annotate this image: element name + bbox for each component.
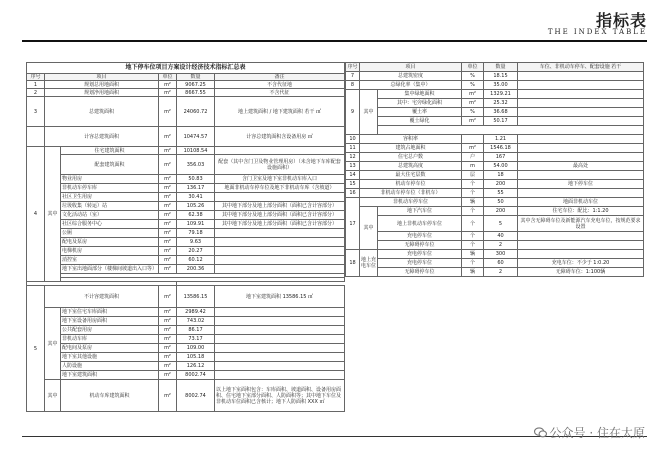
row-item: 地下室建筑面积 [61, 371, 159, 380]
row-unit: m² [159, 184, 177, 193]
row-note: 地面非机动车停车位及地下非机动车库（含坡道） [215, 184, 345, 193]
row-qty: 9067.25 [177, 81, 215, 89]
row-unit: 辆 [462, 268, 484, 277]
row-note: 其中地下部分及地上部分面积（面积已含计容部分） [215, 220, 345, 229]
row-unit: 个 [462, 207, 484, 216]
row-note: 计容总建筑面积含设备用房 ㎡ [215, 127, 345, 147]
row-item: 计容总建筑面积 [45, 127, 159, 147]
row-unit: 个 [462, 259, 484, 268]
row-unit: m² [159, 326, 177, 335]
row-item: 规划净用地面积 [45, 89, 159, 97]
row-item: 配套建筑面积 [61, 155, 159, 175]
row-qty: 50.17 [484, 117, 518, 126]
row-qty: 8667.55 [177, 89, 215, 97]
row-unit: m² [159, 380, 177, 412]
row-item: 公共配套用房 [61, 326, 159, 335]
row-qty: 9.63 [177, 238, 215, 247]
row-note: 其中地下部分及地上部分面积（面积已含计容部分） [215, 211, 345, 220]
row-item: 其中：宅旁绿化面积 [378, 99, 462, 108]
summary-table-left [26, 62, 345, 412]
row-item: 配电及泵房 [61, 238, 159, 247]
row-item: 地下室住宅车库面积 [61, 308, 159, 317]
row-item: 物业用房 [61, 175, 159, 184]
group-label: 其中 [45, 380, 61, 412]
row-no: 2 [27, 89, 45, 97]
row-qty: 55 [484, 189, 518, 198]
row-item: 机动车库建筑面积 [61, 380, 159, 412]
row-qty: 200 [484, 180, 518, 189]
row-qty: 62.38 [177, 211, 215, 220]
row-qty: 30.41 [177, 193, 215, 202]
row-qty: 60 [484, 259, 518, 268]
row-item: 消控室 [61, 256, 159, 265]
row-item: 机动车停车位 [360, 180, 462, 189]
row-qty: 743.02 [177, 317, 215, 326]
row-item: 地上非机动车停车位 [378, 216, 462, 232]
row-item: 公厕 [61, 229, 159, 238]
row-note: 充电车位：不少于 1:0.20 [518, 259, 644, 268]
row-unit: % [462, 72, 484, 81]
row-unit: m² [159, 211, 177, 220]
group-no: 5 [27, 286, 45, 412]
row-qty: 136.17 [177, 184, 215, 193]
row-unit: 个 [462, 189, 484, 198]
row-unit: m² [159, 317, 177, 326]
row-unit: m² [462, 144, 484, 153]
wechat-icon [534, 427, 547, 438]
row-note: 地下室建筑面积 13586.15 ㎡ [215, 286, 345, 308]
row-note: 无障碍车位：1:100辆 [518, 268, 644, 277]
row-note: 不含代征地 [215, 81, 345, 89]
summary-table-right [345, 62, 644, 277]
row-unit: m² [159, 97, 177, 127]
row-no: 13 [346, 162, 360, 171]
row-item: 非机动车库 [61, 335, 159, 344]
row-item: 地下室其他设施 [61, 353, 159, 362]
col-header-no: 序号 [27, 74, 45, 81]
row-note: 不含代征 [215, 89, 345, 97]
row-item: 总建筑高度 [360, 162, 462, 171]
row-item: 社区综合服务中心 [61, 220, 159, 229]
row-unit: m² [159, 202, 177, 211]
row-note: 住宅车位：配比：1:1.20 [518, 207, 644, 216]
row-qty: 167 [484, 153, 518, 162]
row-qty: 35.00 [484, 81, 518, 90]
row-item: 配电间及泵房 [61, 344, 159, 353]
row-item: 地下室设备用房面积 [61, 317, 159, 326]
row-unit: m² [159, 127, 177, 147]
row-no: 10 [346, 135, 360, 144]
row-unit: m² [159, 229, 177, 238]
row-note: 地上建筑面积 / 地下建筑面积 若干 ㎡ [215, 97, 345, 127]
row-qty: 105.18 [177, 353, 215, 362]
row-item: 容积率 [360, 135, 462, 144]
row-unit: m² [159, 147, 177, 155]
row-no: 16 [346, 189, 360, 198]
row-qty: 2 [484, 241, 518, 250]
row-qty: 8002.74 [177, 371, 215, 380]
page-title: 指标表 [595, 11, 647, 30]
row-unit: m² [159, 256, 177, 265]
row-note: 配套（其中含门卫及物业管理用房）（未含地下车库配套设施面积） [215, 155, 345, 175]
row-qty: 126.12 [177, 362, 215, 371]
row-qty: 2 [484, 268, 518, 277]
row-item: 覆土率 [378, 108, 462, 117]
row-unit: m² [462, 117, 484, 126]
row-qty: 25.32 [484, 99, 518, 108]
row-qty: 10108.54 [177, 147, 215, 155]
row-qty: 200 [484, 207, 518, 216]
row-unit: m² [159, 362, 177, 371]
col-header-item: 项目 [45, 74, 159, 81]
row-qty: 18 [484, 171, 518, 180]
row-note: 其中地下部分及地上部分面积（面积已含计容部分） [215, 202, 345, 211]
group-no: 18 [346, 250, 360, 277]
row-unit: m² [159, 155, 177, 175]
row-item: 垃圾收集（转运）站 [61, 202, 159, 211]
row-no: 7 [346, 72, 360, 81]
row-item: 充电停车位 [378, 232, 462, 241]
row-qty: 105.26 [177, 202, 215, 211]
group-label: 其中 [45, 308, 61, 380]
row-qty: 356.03 [177, 155, 215, 175]
row-unit: m² [159, 238, 177, 247]
group-label: 其中 [360, 90, 378, 135]
page-subtitle: THE INDEX TABLE [547, 28, 647, 36]
row-no: 3 [27, 97, 45, 127]
row-unit: m² [159, 371, 177, 380]
row-item: 建筑占地面积 [360, 144, 462, 153]
row-qty: 10474.57 [177, 127, 215, 147]
row-item: 无障碍停车位 [378, 241, 462, 250]
row-note: 地下停车位 [518, 180, 644, 189]
row-item: 社区卫生用房 [61, 193, 159, 202]
row-unit: m² [159, 175, 177, 184]
group-label: 其中 [45, 147, 61, 282]
row-no: 14 [346, 171, 360, 180]
row-item: 地下室出地面部分（楼梯间坡道出入口等） [62, 266, 158, 272]
row-note: 地面非机动车位 [518, 198, 644, 207]
watermark-text: 公众号 · 住在太原 [549, 426, 645, 440]
group-label: 其中 [360, 207, 378, 250]
row-unit: m² [159, 220, 177, 229]
table-title: 地下停车位项目方案设计经济技术指标汇总表 [27, 63, 345, 74]
row-item: 不计容建筑面积 [45, 286, 159, 308]
col-header-note: 车位、非机动车停车、配套设施 若干 [518, 63, 644, 72]
row-unit: 层 [462, 171, 484, 180]
col-header-item: 项目 [360, 63, 462, 72]
row-unit: m² [462, 99, 484, 108]
row-item: 总绿化率（集中） [360, 81, 462, 90]
row-no: 11 [346, 144, 360, 153]
row-qty: 36.68 [484, 108, 518, 117]
col-header-unit: 单位 [462, 63, 484, 72]
row-unit: 户 [462, 153, 484, 162]
row-unit: 个 [462, 180, 484, 189]
row-item: 非机动车停车库 [61, 184, 159, 193]
row-item: 最大住宅层数 [360, 171, 462, 180]
row-qty: 73.17 [177, 335, 215, 344]
row-unit: m² [159, 81, 177, 89]
group-label: 地上充电车位 [360, 250, 378, 277]
row-note: 含门卫室及地下室非机动车库入口 [215, 175, 345, 184]
row-item: 总建筑密度 [360, 72, 462, 81]
row-no: 8 [346, 81, 360, 90]
row-qty: 50 [484, 198, 518, 207]
row-qty: 60.12 [177, 256, 215, 265]
row-note: 最高处 [518, 162, 644, 171]
row-no: 1 [27, 81, 45, 89]
row-qty: 20.27 [177, 247, 215, 256]
row-note: 以上地下室面积包含：车库面积、坡道面积、设备用房面积、住宅地下室部分面积、人防面积等；其中地下车位及非机动车位面积已含核计；地下人防面积 XXX ㎡ [215, 380, 345, 412]
row-unit: 个 [462, 232, 484, 241]
row-unit: 个 [462, 216, 484, 232]
row-item: 覆土绿化 [378, 117, 462, 126]
row-qty: 79.18 [177, 229, 215, 238]
row-unit: m² [159, 247, 177, 256]
header-rule [22, 40, 647, 42]
row-item: 无障碍停车位 [378, 268, 462, 277]
watermark [534, 424, 645, 441]
row-qty: 5 [484, 216, 518, 232]
row-unit [462, 135, 484, 144]
row-unit: m² [159, 286, 177, 308]
row-unit: m [462, 162, 484, 171]
row-no: 15 [346, 180, 360, 189]
row-item: 非机动车停车位（非机车） [360, 189, 462, 198]
col-header-qty: 数量 [177, 74, 215, 81]
row-qty: 300 [484, 250, 518, 259]
row-unit: m² [462, 90, 484, 99]
group-no: 4 [27, 147, 45, 282]
col-header-unit: 单位 [159, 74, 177, 81]
row-unit: m² [159, 265, 177, 274]
row-qty: 109.00 [177, 344, 215, 353]
row-qty: 1546.18 [484, 144, 518, 153]
row-unit: m² [159, 89, 177, 97]
row-item: 住宅总户数 [360, 153, 462, 162]
row-qty: 109.91 [177, 220, 215, 229]
row-item: 非机动车停车位 [360, 198, 462, 207]
row-unit: 个 [462, 241, 484, 250]
row-unit: m² [159, 193, 177, 202]
row-qty: 40 [484, 232, 518, 241]
row-qty: 54.00 [484, 162, 518, 171]
row-unit: 辆 [462, 198, 484, 207]
row-qty: 1.21 [484, 135, 518, 144]
row-item: 住宅建筑面积 [61, 147, 159, 155]
row-item: 总建筑面积 [45, 97, 159, 127]
row-unit: m² [159, 335, 177, 344]
row-qty: 50.83 [177, 175, 215, 184]
col-header-qty: 数量 [484, 63, 518, 72]
row-item: 规划总用地面积 [45, 81, 159, 89]
row-qty: 13586.15 [177, 286, 215, 308]
row-unit: % [462, 108, 484, 117]
row-unit: 辆 [462, 250, 484, 259]
row-qty: 1329.21 [484, 90, 518, 99]
col-header-note: 备注 [215, 74, 345, 81]
row-item: 充电停车位 [378, 259, 462, 268]
row-unit: m² [159, 344, 177, 353]
row-unit: % [462, 81, 484, 90]
row-unit: m² [159, 353, 177, 362]
row-item: 集中绿地面积 [378, 90, 462, 99]
row-item: 电梯机房 [61, 247, 159, 256]
row-qty: 86.17 [177, 326, 215, 335]
row-no: 12 [346, 153, 360, 162]
group-no: 17 [346, 198, 360, 250]
row-qty: 200.36 [177, 265, 215, 274]
row-unit: m² [159, 308, 177, 317]
col-header-no: 序号 [347, 64, 358, 70]
row-item: 文化活动站（室） [61, 211, 159, 220]
row-qty: 2989.42 [177, 308, 215, 317]
group-no: 9 [346, 90, 360, 135]
row-item: 地下汽车位 [378, 207, 462, 216]
row-qty: 18.15 [484, 72, 518, 81]
row-item: 充电停车位 [378, 250, 462, 259]
row-note: 其中含无障碍车位及新能源汽车充电车位，按规范要求设置 [518, 216, 644, 232]
row-qty: 8002.74 [177, 380, 215, 412]
row-qty: 24060.72 [177, 97, 215, 127]
row-item: 人防设施 [61, 362, 159, 371]
